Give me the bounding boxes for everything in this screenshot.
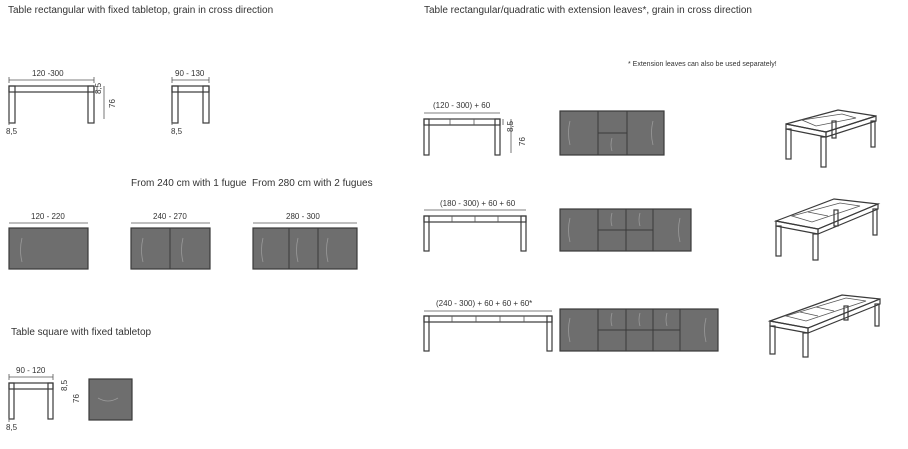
dim-a-leg: 8,5 (6, 127, 18, 136)
table-c3-top-view (253, 223, 357, 269)
table-a-side-view (9, 77, 104, 125)
table-c1-top-view (9, 223, 88, 269)
heading-square: Table square with fixed tabletop (11, 327, 152, 338)
table-e3-perspective (770, 295, 880, 357)
dim-c3: 280 - 300 (286, 212, 320, 221)
table-b-side-view (172, 77, 209, 125)
table-e1-perspective (786, 110, 876, 167)
heading-fugue-2: From 280 cm with 2 fugues (252, 178, 373, 189)
dim-e1-thickness: 8,5 (506, 120, 515, 132)
table-square-top-view (89, 379, 132, 420)
heading-extension-rect: Table rectangular/quadratic with extension leaves*, grain in cross direction (424, 5, 752, 16)
table-e1-top-view (560, 111, 664, 155)
dim-a-length: 120 -300 (32, 69, 64, 78)
dim-e1-height: 76 (518, 137, 527, 146)
dim-sq-leg: 8,5 (6, 423, 18, 432)
heading-fugue-1: From 240 cm with 1 fugue (131, 178, 247, 189)
table-square-side-view (9, 374, 53, 422)
dim-sq-length: 90 - 120 (16, 366, 46, 375)
dim-c1: 120 - 220 (31, 212, 65, 221)
dim-b-leg: 8,5 (171, 127, 183, 136)
dim-c2: 240 - 270 (153, 212, 187, 221)
table-e1-side-view (424, 113, 511, 155)
dim-b-length: 90 - 130 (175, 69, 205, 78)
table-e2-perspective (776, 199, 878, 260)
dim-sq-thickness: 8,5 (60, 379, 69, 391)
dim-e3-length: (240 - 300) + 60 + 60 + 60* (436, 299, 533, 308)
dim-e1-length: (120 - 300) + 60 (433, 101, 491, 110)
extension-note: * Extension leaves can also be used separately! (628, 61, 777, 68)
heading-fixed-rect: Table rectangular with fixed tabletop, grain in cross direction (8, 5, 274, 16)
dim-sq-height: 76 (72, 394, 81, 403)
table-e3-side-view (424, 311, 552, 351)
table-e3-top-view (560, 309, 718, 351)
dim-a-height: 76 (108, 99, 117, 108)
table-e2-side-view (424, 210, 526, 251)
table-c2-top-view (131, 223, 210, 269)
dim-e2-length: (180 - 300) + 60 + 60 (440, 199, 516, 208)
dim-a-thickness: 8,5 (94, 82, 103, 94)
table-e2-top-view (560, 209, 691, 251)
